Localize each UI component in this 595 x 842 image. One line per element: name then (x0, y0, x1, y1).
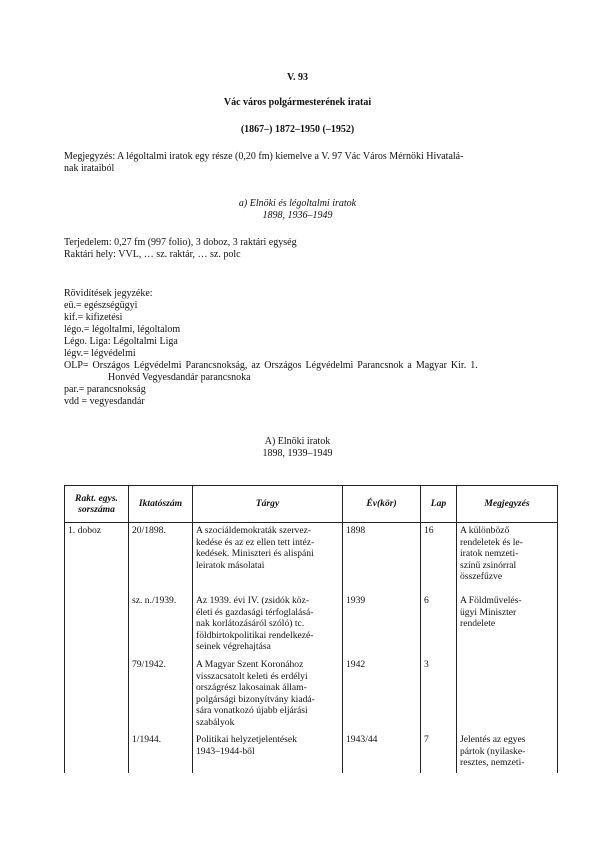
header-year: Év(kör) (343, 486, 421, 523)
cell-unit (65, 595, 129, 659)
table-row (65, 734, 558, 773)
collection-code: V. 93 (287, 72, 308, 83)
note-line-2: nak irataiból (64, 163, 115, 174)
cell-year: 1939 (343, 595, 421, 659)
cell-subject: A szociáldemokraták szervez- kedése és az ez ellen tett intéz- kedések. Miniszteri és alispáni leiratok másolatai (193, 523, 343, 596)
cell-subject: A Magyar Szent Koronához visszacsatolt keleti és erdélyi országrész lakosainak állam- polgársági bizonyítvány kiadá- sára vonatkozó újabb eljárási szabályok (193, 659, 343, 734)
location-text: Raktári hely: VVL, … sz. raktár, … sz. polc (64, 249, 241, 260)
abbreviation-line: légv.= légvédelmi (64, 348, 136, 359)
collection-title: Vác város polgármesterének iratai (223, 97, 372, 108)
cell-year: 1942 (343, 659, 421, 734)
abbreviation-line: kif.= kifizetési (64, 312, 123, 323)
cell-remark: A Földművelés- ügyi Miniszter rendelete (457, 595, 558, 659)
abbreviation-line: légo.= légoltalmi, légoltalom (64, 324, 181, 335)
section-a-dates: 1898, 1936–1949 (262, 210, 333, 221)
cell-remark: A különböző rendeletek és le- iratok nemzeti- színű zsinórral összefűzve (457, 523, 558, 596)
collection-dates: (1867–) 1872–1950 (–1952) (240, 124, 355, 135)
section-a-title: a) Elnöki és légoltalmi iratok (238, 198, 357, 209)
abbreviation-line: Légo. Liga: Légoltalmi Liga (64, 336, 178, 347)
section-A-title: A) Elnöki iratok (264, 436, 331, 447)
abbreviation-line: OLP= Országos Légvédelmi Parancsnokság, az Országos Légvédelmi Parancsnok a Magyar Kir. 1. (64, 360, 478, 371)
note-line-1: Megjegyzés: A légoltalmi iratok egy része (0,20 fm) kiemelve a V. 97 Vác Város Mérnöki Hivatalá- (64, 151, 464, 162)
cell-remark: Jelentés az egyes pártok (nyilaske- resztes, nemzeti- (457, 734, 558, 773)
table-row (65, 595, 558, 659)
abbreviation-line: eü.= egészségügyi (64, 300, 138, 311)
cell-unit (65, 734, 129, 773)
table-header-row (65, 486, 558, 523)
cell-pages: 7 (421, 734, 457, 773)
header-subject: Tárgy (193, 486, 343, 523)
cell-id: 20/1898. (129, 523, 193, 596)
header-pages: Lap (421, 486, 457, 523)
section-A-dates: 1898, 1939–1949 (262, 448, 333, 459)
cell-remark (457, 659, 558, 734)
table-row (65, 659, 558, 734)
table-row (65, 523, 558, 596)
abbreviations-heading: Rövidítések jegyzéke: (64, 288, 153, 299)
cell-year: 1943/44 (343, 734, 421, 773)
cell-pages: 6 (421, 595, 457, 659)
cell-id: sz. n./1939. (129, 595, 193, 659)
abbreviation-line: par.= parancsnokság (64, 384, 146, 395)
header-remark: Megjegyzés (457, 486, 558, 523)
header-id: Iktatószám (129, 486, 193, 523)
cell-pages: 3 (421, 659, 457, 734)
cell-id: 79/1942. (129, 659, 193, 734)
cell-pages: 16 (421, 523, 457, 596)
abbreviation-line: vdd = vegyesdandár (64, 396, 145, 407)
abbreviation-line-continued: Honvéd Vegyesdandár parancsnoka (108, 372, 251, 383)
cell-unit: 1. doboz (65, 523, 129, 596)
extent-text: Terjedelem: 0,27 fm (997 folio), 3 doboz, 3 raktári egység (64, 237, 297, 248)
records-table (64, 485, 558, 773)
cell-unit (65, 659, 129, 734)
cell-year: 1898 (343, 523, 421, 596)
header-unit: Rakt. egys. sorszáma (65, 486, 129, 523)
cell-subject: Az 1939. évi IV. (zsidók köz- életi és gazdasági térfoglalásá- nak korlátozásáról szóló) tc. földbirtokpolitikai rendelkezé- seinek végrehajtása (193, 595, 343, 659)
cell-subject: Politikai helyzetjelentések 1943–1944-ből (193, 734, 343, 773)
cell-id: 1/1944. (129, 734, 193, 773)
